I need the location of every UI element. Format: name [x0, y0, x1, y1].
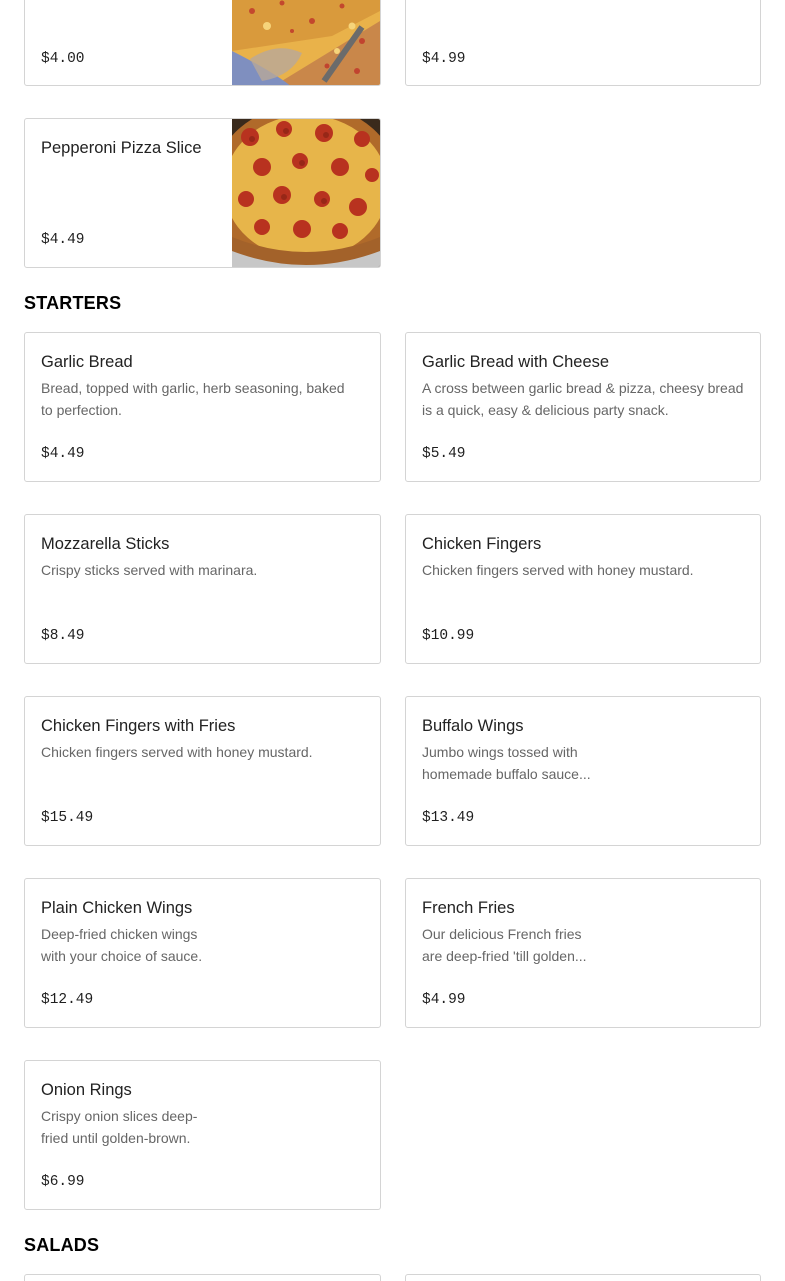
item-price: $10.99: [422, 628, 475, 644]
item-price: $4.49: [41, 232, 85, 248]
menu-item-card[interactable]: [405, 0, 761, 86]
menu-item-card[interactable]: [24, 514, 381, 664]
item-description: Jumbo wings tossed with homemade buffalo sauce...: [422, 744, 591, 782]
item-name: Chicken Fingers: [422, 535, 542, 553]
section-title-starters: STARTERS: [24, 293, 122, 313]
item-name: Chicken Fingers with Fries: [41, 717, 236, 735]
item-name: Buffalo Wings: [422, 717, 524, 735]
menu-item-card[interactable]: [405, 878, 761, 1028]
menu-item-card[interactable]: [405, 332, 761, 482]
cheese-pizza-image: [232, 0, 380, 85]
menu-item-card[interactable]: [24, 696, 381, 846]
item-description: A cross between garlic bread & pizza, cheesy bread is a quick, easy & delicious party snack.: [422, 380, 744, 418]
item-name: Mozzarella Sticks: [41, 535, 170, 553]
menu-item-card[interactable]: [405, 514, 761, 664]
menu-item-card[interactable]: [24, 0, 381, 86]
item-price: $13.49: [422, 810, 475, 826]
item-price: $5.49: [422, 446, 466, 462]
menu-item-card[interactable]: [405, 696, 761, 846]
item-name: Garlic Bread with Cheese: [422, 353, 610, 371]
item-name: Garlic Bread: [41, 353, 133, 371]
menu-item-card[interactable]: [24, 1274, 381, 1281]
item-description: Chicken fingers served with honey mustard.: [41, 744, 313, 760]
item-name: French Fries: [422, 899, 515, 917]
item-name: Plain Chicken Wings: [41, 899, 193, 917]
menu-item-card[interactable]: [24, 118, 381, 268]
item-description: Crispy onion slices deep- fried until golden-brown.: [41, 1108, 198, 1146]
item-name: Onion Rings: [41, 1081, 132, 1099]
section-title-salads: SALADS: [24, 1235, 100, 1255]
item-price: $4.99: [422, 992, 466, 1008]
menu-item-card[interactable]: [24, 332, 381, 482]
item-description: Our delicious French fries are deep-fried 'till golden...: [422, 926, 587, 964]
menu-item-card[interactable]: [405, 1274, 761, 1281]
item-description: Bread, topped with garlic, herb seasoning, baked to perfection.: [41, 380, 345, 418]
item-price: $6.99: [41, 1174, 85, 1190]
item-description: Chicken fingers served with honey mustard.: [422, 562, 694, 578]
menu-item-card[interactable]: [24, 878, 381, 1028]
item-description: Crispy sticks served with marinara.: [41, 562, 258, 578]
item-price: $4.99: [422, 51, 466, 67]
item-price: $15.49: [41, 810, 94, 826]
item-price: $12.49: [41, 992, 94, 1008]
item-price: $4.00: [41, 51, 85, 67]
item-price: $8.49: [41, 628, 85, 644]
item-description: Deep-fried chicken wings with your choice of sauce.: [41, 926, 203, 964]
item-name: Pepperoni Pizza Slice: [41, 139, 202, 157]
menu-item-card[interactable]: [24, 1060, 381, 1210]
pepperoni-pizza-image: [232, 119, 380, 267]
item-price: $4.49: [41, 446, 85, 462]
